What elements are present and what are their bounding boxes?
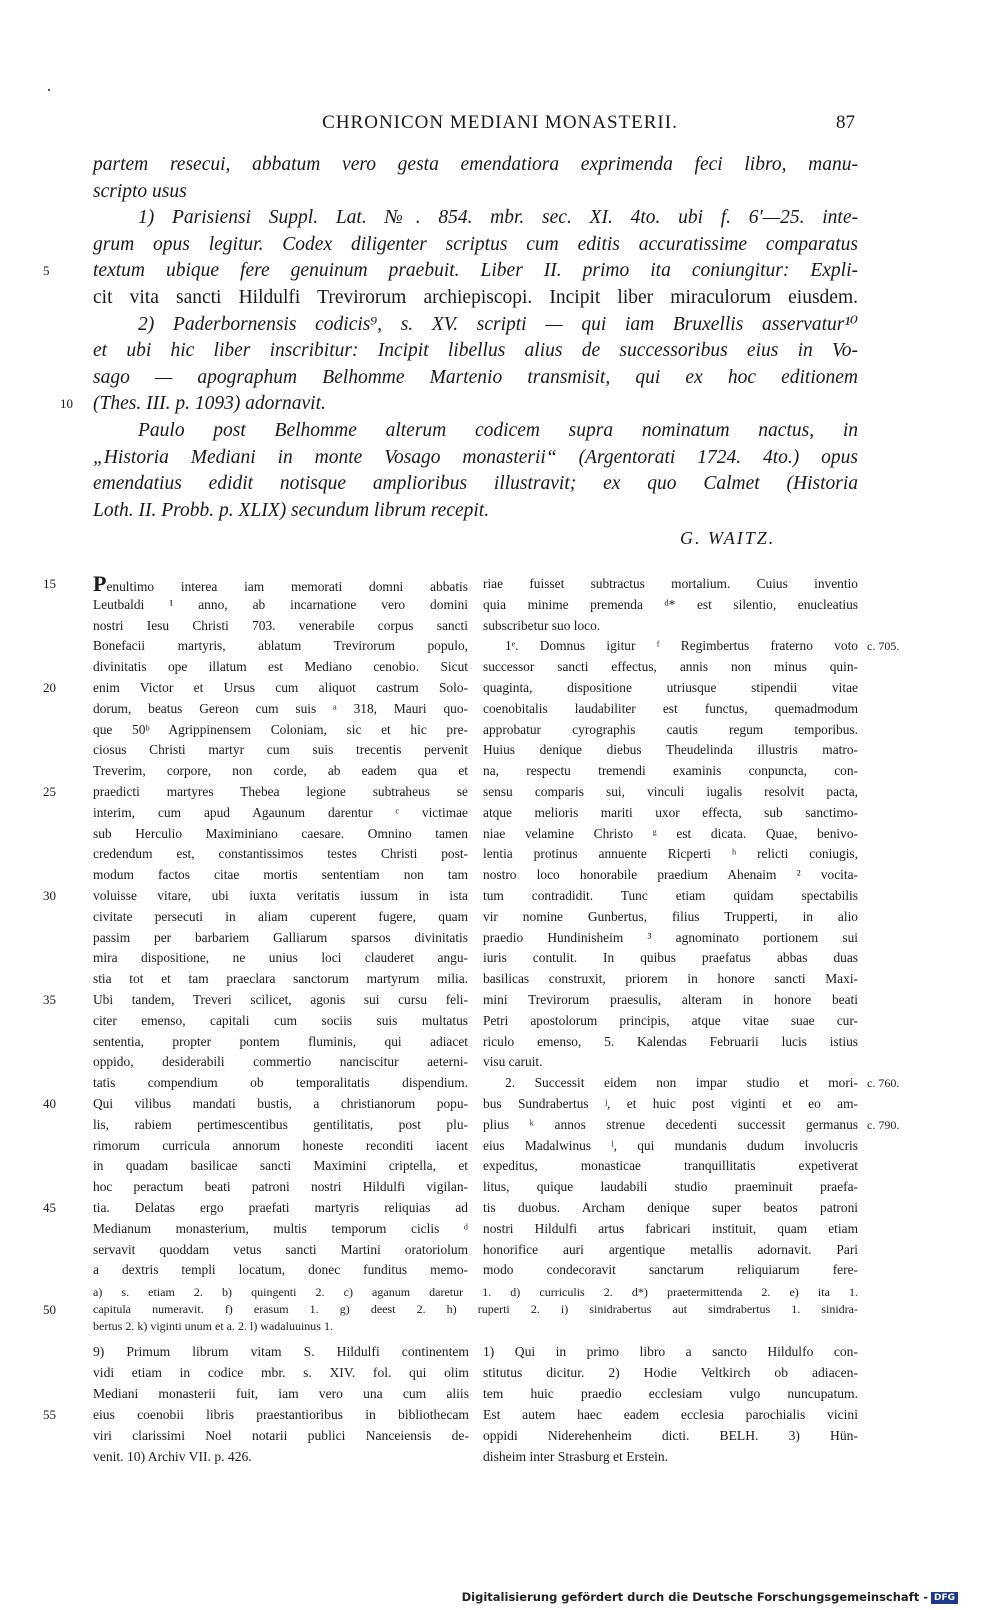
line-text: atque melioris mariti uxor effecta, sub sanctimo- (483, 804, 858, 820)
page-number: 87 (836, 112, 855, 133)
left-column-line (93, 948, 468, 969)
intro-line-text: scripto usus (93, 180, 187, 202)
line-number: 55 (43, 1407, 56, 1422)
left-column-line (93, 1240, 468, 1261)
line-text: Leutbaldi ¹ anno, ab incarnatione vero domini (93, 596, 468, 612)
right-column-line (483, 1011, 858, 1032)
intro-line (93, 471, 858, 498)
line-number: 50 (43, 1302, 56, 1317)
line-text: Qui vilibus mandati bustis, a christianorum popu- (93, 1095, 468, 1111)
right-column-line (483, 1073, 900, 1094)
line-text: passim per barbariem Galliarum sparsos divinitatis (93, 929, 468, 945)
line-text: riculo emenso, 5. Kalendas Februarii lucis istius (483, 1033, 858, 1049)
right-column-line (483, 1136, 858, 1157)
intro-line-text: grum opus legitur. Codex diligenter scriptus cum editis accuratissime comparatus (93, 233, 858, 255)
right-column-line (483, 1260, 858, 1281)
right-column-line (483, 720, 858, 741)
left-column-line (93, 636, 468, 657)
left-column-line (43, 990, 468, 1011)
line-text: praedicti martyres Thebea legione subtraheus se (93, 783, 468, 799)
line-text: interim, cum apud Agaunum darentur ᶜ victimae (93, 804, 468, 820)
right-column-line (483, 595, 858, 616)
footnote-line (483, 1404, 858, 1425)
left-column-line (93, 1219, 468, 1240)
intro-line-text: emendatius edidit notisque amplioribus illustravit; ex quo Calmet (Historia (93, 473, 858, 495)
left-column-line (93, 595, 468, 616)
left-column-line (93, 761, 468, 782)
right-column-line (483, 657, 858, 678)
right-column-line (483, 907, 858, 928)
line-number: 45 (43, 1199, 56, 1215)
line-text: modo condecoravit sanctarum reliquiarum fere- (483, 1262, 858, 1278)
left-column-line (43, 571, 468, 596)
footnotes-left (43, 1341, 469, 1467)
apparatus-text: a) s. etiam 2. b) quingenti 2. c) aganum daretur 1. d) curriculis 2. d*) praetermittenda 2. e) ita 1. (93, 1285, 858, 1299)
intro-line (93, 365, 858, 392)
left-column-line (43, 1198, 468, 1219)
line-text: nostro loco honorabile praedium Ahenaim ² vocita- (483, 867, 858, 883)
text-column-left (43, 571, 468, 1281)
line-text: oppido, desiderabili commertio nanciscitur aeterni- (93, 1054, 468, 1070)
left-column-line (93, 699, 468, 720)
right-column-line (483, 1219, 858, 1240)
intro-line (93, 312, 858, 339)
line-text: enim Victor et Ursus cum aliquot castrum Solo- (93, 679, 468, 695)
right-column-line (483, 844, 858, 865)
left-column-line (93, 969, 468, 990)
intro-line-text: partem resecui, abbatum vero gesta emendatiora exprimenda feci libro, manu- (93, 154, 858, 175)
left-column-line (93, 1011, 468, 1032)
line-text: successor sancti effectus, annis non minus quin- (483, 659, 858, 675)
margin-date: c. 760. (867, 1076, 900, 1091)
line-text: na, respectu tremendi examinis conpuncta, con- (483, 763, 858, 779)
line-text: voluisse vitare, ubi iuxta veritatis iussum in ista (93, 887, 468, 903)
footnote-line (483, 1425, 858, 1446)
line-number: 30 (43, 887, 56, 903)
intro-line-text: et ubi hic liber inscribitur: Incipit libellus alius de successoribus eius in Vo- (93, 340, 858, 362)
right-column-line (483, 740, 858, 761)
footnote-line (483, 1362, 858, 1383)
intro-line-text: 1) Parisiensi Suppl. Lat. №. 854. mbr. sec. XI. 4to. ubi f. 6′—25. inte- (138, 207, 858, 229)
line-text: stia tot et tam praeclara sanctorum martyrum milia. (93, 971, 468, 987)
right-column-line (483, 1156, 858, 1177)
left-column-line (93, 824, 468, 845)
editor-signature: G. WAITZ. (680, 528, 776, 548)
footnote-text: Mediani monasterii fuit, iam vero una cum aliis (93, 1386, 469, 1401)
footnote-text: stitutus dicitur. 2) Hodie Veltkirch ob adiacen- (483, 1365, 858, 1380)
line-text: bus Sundrabertus ʲ, et huic post viginti et eo am- (483, 1095, 858, 1111)
left-column-line (93, 803, 468, 824)
footnotes-right (483, 1341, 858, 1467)
line-text: divinitatis ope illatum est Mediano cenobio. Sicut (93, 659, 468, 675)
left-column-line (93, 1032, 468, 1053)
line-text: credendum est, constantissimos testes Christi post- (93, 846, 468, 862)
line-text: Treverim, corpore, non corde, ab eadem qua et (93, 763, 468, 779)
footnote-line (93, 1383, 469, 1404)
right-column-line (483, 928, 858, 949)
line-text: plius ᵏ annos strenue decedenti successit germanus (483, 1116, 858, 1132)
right-column-line (483, 782, 858, 803)
footnote-line (483, 1383, 858, 1404)
intro-line-text: textum ubique fere genuinum praebuit. Liber II. primo ita coniungitur: Expli- (93, 260, 858, 282)
footnote-line (483, 1446, 858, 1467)
right-column-line (483, 1177, 858, 1198)
footnote-text: venit. 10) Archiv VII. p. 426. (93, 1449, 252, 1464)
line-text: sensu comparis sui, vinculi iugalis resolvit pacta, (483, 783, 858, 799)
right-column-line (483, 886, 858, 907)
left-column-line (93, 1156, 468, 1177)
left-column-line (93, 1260, 468, 1281)
intro-line-text: sago — apographum Belhomme Martenio transmisit, qui ex hoc editionem (93, 366, 858, 388)
line-number: 40 (43, 1095, 56, 1111)
left-column-line (93, 844, 468, 865)
intro-line (93, 338, 858, 365)
left-column-line (93, 1136, 468, 1157)
dfg-logo: DFG (931, 1592, 958, 1604)
left-column-line (93, 657, 468, 678)
right-column-line (483, 699, 858, 720)
intro-line (93, 498, 858, 525)
apparatus-line (93, 1284, 858, 1301)
line-text: coenobitalis laudabiliter est functus, quemadmodum (483, 700, 858, 716)
line-text: modum factos citae mortis sententiam non tam (93, 867, 468, 883)
footnote-text: Est autem haec eadem ecclesia parochialis vicini (483, 1407, 858, 1422)
critical-apparatus (43, 1284, 858, 1335)
apparatus-text: capitula numeravit. f) erasum 1. g) deest 2. h) ruperti 2. i) sinidrabertus aut simdrabertus 1. sinidra- (93, 1302, 858, 1316)
line-text: eius Madalwinus ˡ, qui mundanis dudum involucris (483, 1137, 858, 1153)
intro-line-text: (Thes. III. p. 1093) adornavit. (93, 393, 326, 415)
footnote-line (93, 1446, 469, 1467)
footnote-line (483, 1341, 858, 1362)
line-text: mira dispositione, ne unius loci clauderet angu- (93, 950, 468, 966)
line-text: riae fuisset subtractus mortalium. Cuius inventio (483, 576, 858, 591)
line-text: subscribetur suo loco. (483, 617, 601, 633)
line-text: approbatur cyrographis cautis regum temporibus. (483, 721, 858, 737)
left-column-line (93, 928, 468, 949)
footnote-text: oppidi Niderehenheim dicti. BELH. 3) Hün- (483, 1428, 858, 1443)
apparatus-line (93, 1318, 858, 1335)
line-text: quia minime premenda ᵈ* est silentio, enucleatius (483, 596, 858, 612)
intro-line-text: Loth. II. Probb. p. XLIX) secundum librum recepit. (93, 499, 490, 521)
line-text: hoc peractum beati patroni nostri Hildulfi vigilan- (93, 1179, 468, 1195)
left-column-line (43, 886, 468, 907)
left-column-line (93, 740, 468, 761)
intro-line (93, 418, 858, 445)
intro-line-text: cit vita sancti Hildulfi Trevirorum archiepiscopi. Incipit liber miraculorum eiusdem. (93, 286, 858, 308)
line-text: quaginta, dispositione utriusque stipendii vitae (483, 679, 858, 695)
right-column-line (483, 824, 858, 845)
line-text: rimorum curricula annorum honeste reconditi iacent (93, 1137, 468, 1153)
line-text: honorifice auri argentique metallis adornavit. Pari (483, 1241, 858, 1257)
right-column-line (483, 1094, 858, 1115)
line-text: Petri apostolorum principis, atque vitae suae cur- (483, 1012, 858, 1028)
right-column-line (483, 1198, 858, 1219)
line-text: litus, quique laudabili studio praeminuit praefa- (483, 1179, 858, 1195)
left-column-line (93, 1115, 468, 1136)
line-number: 5 (43, 263, 50, 279)
line-text: citer emenso, capitali cum sociis suis multatus (93, 1012, 468, 1028)
line-text: lis, rabiem pertimescentibus gentilitatis, post plu- (93, 1116, 468, 1132)
line-text: visu caruit. (483, 1054, 543, 1070)
line-text: sub Herculio Maximiniano caesare. Omnino tamen (93, 825, 468, 841)
line-text: tum contradidit. Tunc etiam quidam spectabilis (483, 887, 858, 903)
right-column-line (483, 969, 858, 990)
line-number: 25 (43, 783, 56, 799)
footnote-line (93, 1362, 469, 1383)
right-column-line (483, 1032, 858, 1053)
footnote-text: 9) Primum librum vitam S. Hildulfi continentem (93, 1344, 469, 1359)
line-text: Ubi tandem, Treveri scilicet, agonis sui cursu feli- (93, 991, 468, 1007)
right-column-line (483, 803, 858, 824)
line-text: Bonefacii martyris, ablatum Trevirorum populo, (93, 638, 468, 654)
line-number: 15 (43, 576, 56, 591)
left-column-line (93, 720, 468, 741)
line-text: praedio Hundinisheim ³ agnominato portionem sui (483, 929, 858, 945)
line-text: 2. Successit eidem non impar studio et mori- (505, 1075, 858, 1091)
line-number: 10 (60, 396, 73, 412)
footnote-text: tem huic praedio ecclesiam vulgo nuncupatum. (483, 1386, 858, 1401)
line-text: ciosus Christi martyr cum suis trecentis pervenit (93, 742, 468, 758)
running-title: CHRONICON MEDIANI MONASTERII. (322, 112, 678, 133)
intro-line (93, 232, 858, 259)
line-text: Medianum monasterium, multis temporum ciclis ᵈ (93, 1220, 468, 1236)
line-text: 1ᵉ. Domnus igitur ᶠ Regimbertus fraterno voto (505, 638, 858, 654)
intro-line (43, 258, 858, 285)
intro-line (93, 179, 858, 206)
footnote-line (93, 1425, 469, 1446)
apparatus-line (43, 1301, 858, 1318)
right-column-line (483, 574, 858, 595)
right-column-line (483, 865, 858, 886)
right-column-line (483, 990, 858, 1011)
line-text: niae velamine Christo ᵍ est dicata. Quae, benivo- (483, 825, 858, 841)
line-text: dorum, beatus Gereon cum suis ᵃ 318, Mauri quo- (93, 700, 468, 716)
footnote-text: vidi etiam in codice mbr. s. XIV. fol. qui olim (93, 1365, 469, 1380)
intro-line-text: Paulo post Belhomme alterum codicem supra nominatum nactus, in (138, 419, 858, 441)
footnote-text: eius coenobii libris praestantioribus in bibliothecam (93, 1407, 469, 1422)
right-column-line (483, 761, 858, 782)
left-column-line (93, 616, 468, 637)
left-column-line (43, 782, 468, 803)
intro-line-text: „Historia Mediani in monte Vosago monasterii“ (Argentorati 1724. 4to.) opus (93, 446, 858, 468)
intro-line (93, 445, 858, 472)
right-column-line (483, 1240, 858, 1261)
footnote-text: 1) Qui in primo libro a sancto Hildulfo con- (483, 1344, 858, 1359)
right-column-line (483, 1052, 858, 1073)
right-column-line (483, 948, 858, 969)
line-text: iuris contulit. In quibus praefatus abbas duas (483, 950, 858, 966)
line-text: tia. Delatas ergo praefati martyris reliquias ad (93, 1199, 468, 1215)
line-text: Penultimo interea iam memorati domni abbatis (93, 571, 468, 596)
footnote-line (43, 1404, 469, 1425)
credit-text: Digitalisierung gefördert durch die Deutsche Forschungsgemeinschaft - (461, 1590, 928, 1604)
margin-date: c. 705. (867, 639, 900, 654)
left-column-line (93, 1052, 468, 1073)
left-column-line (93, 1177, 468, 1198)
line-text: civitate persecuti in aliam cuperent fugere, quam (93, 908, 468, 924)
footnote-line (93, 1341, 469, 1362)
right-column-line (483, 678, 858, 699)
intro-line (60, 391, 858, 418)
digitization-credit (462, 1590, 958, 1604)
line-text: tatis compendium ob temporalitatis dispendium. (93, 1075, 468, 1091)
footnote-text: disheim inter Strasburg et Erstein. (483, 1449, 669, 1464)
margin-date: c. 790. (867, 1117, 900, 1132)
line-number: 20 (43, 679, 56, 695)
line-text: in quadam basilicae sancti Maximini criptella, et (93, 1158, 468, 1174)
line-text: que 50ᵇ Agrippinensem Coloniam, sic et hic pre- (93, 721, 468, 737)
left-column-line (43, 1094, 468, 1115)
line-text: lentia protinus annuente Ricperti ʰ relicti coniugis, (483, 846, 858, 862)
right-column-line (483, 616, 858, 637)
line-text: a dextris templi locatum, donec funditus memo- (93, 1262, 468, 1278)
left-column-line (93, 907, 468, 928)
line-text: nostri Hildulfi artus fabricari instituit, quam etiam (483, 1220, 858, 1236)
footnote-text: viri clarissimi Noel notarii publici Nanceiensis de- (93, 1428, 469, 1443)
line-text: expeditus, monasticae tranquillitatis expetiverat (483, 1158, 858, 1174)
left-column-line (93, 865, 468, 886)
apparatus-text: bertus 2. k) viginti unum et a. 2. l) wadaluuinus 1. (93, 1319, 333, 1333)
line-text: sententia, propter pontem fluminis, qui adiacet (93, 1033, 468, 1049)
line-text: Huius denique diebus Theudelinda illustris matro- (483, 742, 858, 758)
text-column-right (483, 574, 900, 1281)
line-text: vir nomine Gunbertus, filius Trupperti, in alio (483, 908, 858, 924)
editorial-introduction (43, 152, 858, 524)
intro-line (93, 285, 858, 312)
left-column-line (93, 1073, 468, 1094)
right-column-line (483, 1115, 900, 1136)
intro-line (93, 205, 858, 232)
right-column-line (483, 636, 900, 657)
intro-line (93, 152, 858, 179)
line-text: mini Trevirorum praesulis, alteram in honore beati (483, 991, 858, 1007)
intro-line-text: 2) Paderbornensis codicis⁹, s. XV. scripti — qui iam Bruxellis asservatur¹⁰ (138, 313, 858, 335)
line-text: tis duobus. Archam denique super beatos patroni (483, 1199, 858, 1215)
scan-speck (48, 89, 50, 91)
line-text: nostri Iesu Christi 703. venerabile corpus sancti (93, 617, 468, 633)
line-text: servavit quoddam vetus sancti Martini oratoriolum (93, 1241, 468, 1257)
line-number: 35 (43, 991, 56, 1007)
left-column-line (43, 678, 468, 699)
line-text: basilicas construxit, priorem in honore sancti Maxi- (483, 971, 858, 987)
